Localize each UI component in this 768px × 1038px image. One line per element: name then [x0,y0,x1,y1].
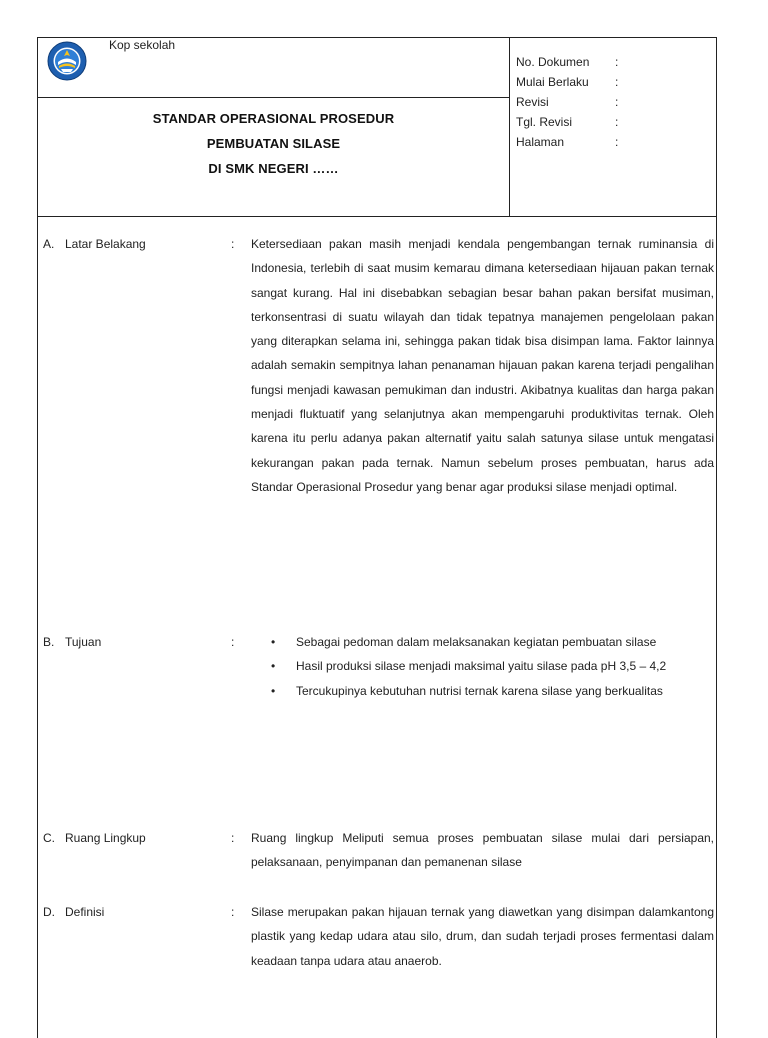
section-text: Ruang lingkup Meliputi semua proses pembuatan silase mulai dari persiapan, pelaksanaan, penyimpanan dan pemanenan silase [251,831,714,870]
section-heading [43,232,146,256]
document-meta [516,52,711,152]
bullet-icon: • [271,635,276,649]
section-letter: C. [43,831,55,845]
meta-label: Tgl. Revisi [516,115,573,129]
meta-label: Revisi [516,95,549,109]
list-item-text: Tercukupinya kebutuhan nutrisi ternak karena silase yang berkualitas [296,683,663,698]
sop-document [37,37,717,1038]
section-text: Silase merupakan pakan hijauan ternak yang diawetkan yang disimpan dalamkantong plastik yang kedap udara atau silo, drum, dan sudah terjadi proses fermentasi dalam keadaan tanpa udara atau anaerob. [251,905,714,968]
meta-row-halaman [516,132,711,152]
section-letter: B. [43,635,55,649]
header-left-panel [38,38,510,216]
tujuan-list [271,630,714,703]
title-line-1: STANDAR OPERASIONAL PROSEDUR [152,111,395,126]
meta-row-mulai-berlaku [516,72,711,92]
section-heading [43,826,146,850]
meta-colon: : [615,75,619,89]
list-item [271,654,714,678]
section-letter: A. [43,237,55,251]
section-colon: : [231,237,235,251]
section-colon: : [231,831,235,845]
meta-label: Halaman [516,135,565,149]
meta-colon: : [615,55,619,69]
bullet-icon: • [271,683,276,698]
list-item-text: Sebagai pedoman dalam melaksanakan kegiatan pembuatan silase [296,635,657,649]
meta-colon: : [615,115,619,129]
list-item [271,679,714,703]
section-title: Definisi [65,905,105,919]
section-colon: : [231,635,235,649]
meta-row-revisi [516,92,711,112]
section-title: Ruang Lingkup [65,831,146,845]
meta-row-tgl-revisi [516,112,711,132]
meta-label: No. Dokumen [516,55,590,69]
document-title [38,106,509,181]
meta-colon: : [615,135,619,149]
school-letterhead-row [38,38,509,98]
list-item [271,630,714,654]
section-heading [43,630,101,654]
meta-row-no-dokumen [516,52,711,72]
section-title: Tujuan [65,635,102,649]
meta-colon: : [615,95,619,109]
section-colon: : [231,905,235,919]
title-line-2: PEMBUATAN SILASE [206,136,341,151]
bullet-icon: • [271,659,276,674]
document-header [38,38,716,217]
section-letter: D. [43,905,55,919]
section-heading [43,900,104,924]
list-item-text: Hasil produksi silase menjadi maksimal yaitu silase pada pH 3,5 – 4,2 [296,659,667,674]
title-line-3: DI SMK NEGERI …… [208,161,339,176]
section-title: Latar Belakang [65,237,146,251]
kop-sekolah-label: Kop sekolah [109,38,176,52]
meta-label: Mulai Berlaku [516,75,589,89]
section-text: Ketersediaan pakan masih menjadi kendala pengembangan ternak ruminansia di Indonesia, terlebih di saat musim kemarau dimana ketersediaan hijauan pakan ternak sangat kurang. Hal ini disebabkan sebagian besar bahan pakan bersifat musiman, terkonsentrasi di suatu wilayah dan tidak tepatnya manajemen pengelolaan pakan yang diterapkan selama ini, sehingga pakan tidak bisa disimpan lama. Faktor lainnya adalah semakin sempitnya lahan penanaman hijauan pakan karena terjadi pengalihan fungsi menjadi kawasan pemukiman dan industri. Akibatnya kualitas dan harga pakan menjadi fluktuatif yang selanjutnya akan mempengaruhi produktivitas ternak. Oleh karena itu perlu adanya pakan alternatif yaitu salah satunya silase untuk mengatasi kekurangan pakan pada ternak. Namun sebelum proses pembuatan, harus ada Standar Operasional Prosedur yang benar agar produksi silase menjadi optimal. [251,237,714,494]
tut-wuri-handayani-logo-icon [47,41,87,81]
